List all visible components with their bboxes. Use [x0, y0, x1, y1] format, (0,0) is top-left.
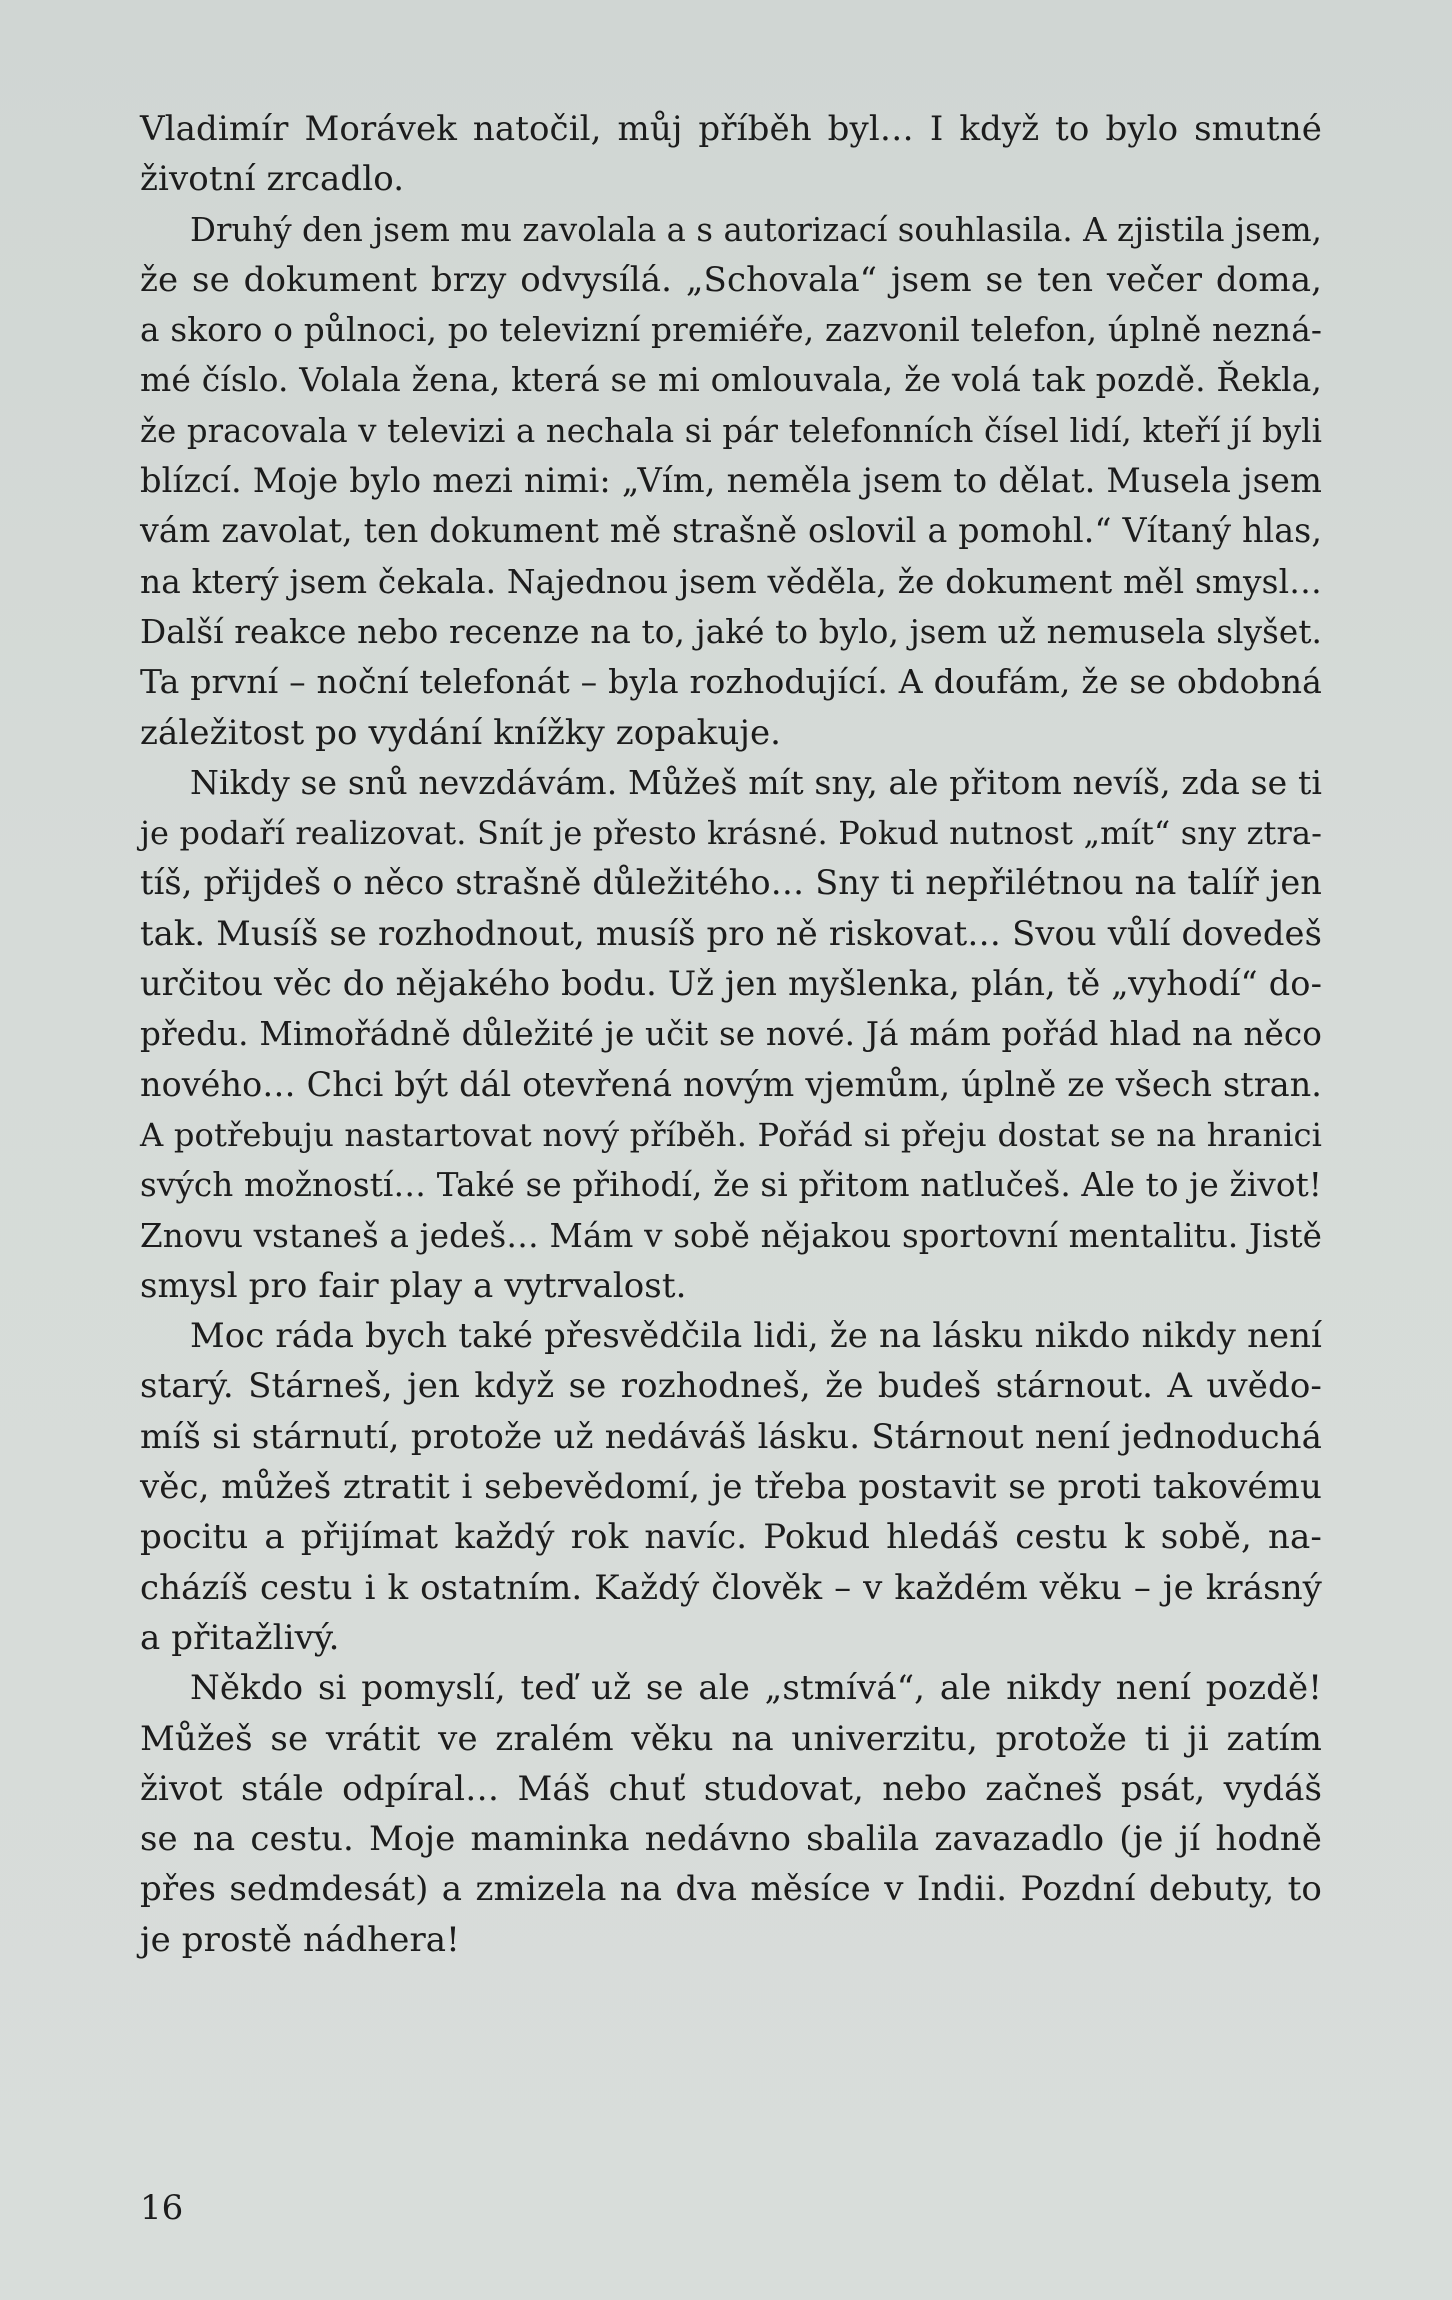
text-line: Můžeš se vrátit ve zralém věku na univerzitu, protože ti ji zatím [140, 1718, 1322, 1759]
text-line: věc, můžeš ztratit i sebevědomí, je třeba postavit se proti takovému [140, 1467, 1322, 1508]
page-number: 16 [140, 2188, 184, 2228]
paragraph [140, 1311, 1322, 1663]
text-line: Vladimír Morávek natočil, můj příběh byl… I když to bylo smutné [140, 109, 1322, 149]
text-line: tak. Musíš se rozhodnout, musíš pro ně riskovat… Svou vůlí dovedeš [140, 913, 1322, 953]
text-line: že pracovala v televizi a nechala si pár telefonních čísel lidí, kteří jí byli [140, 411, 1322, 450]
text-line: že se dokument brzy odvysílá. „Schovala“ jsem se ten večer doma, [140, 259, 1322, 300]
text-line: předu. Mimořádně důležité je učit se nové. Já mám pořád hlad na něco [140, 1015, 1322, 1054]
text-line: záležitost po vydání knížky zopakuje. [140, 712, 782, 753]
text-line: a skoro o půlnoci, po televizní premiéře, zazvonil telefon, úplně nezná- [140, 311, 1322, 350]
paragraph [140, 758, 1322, 1311]
text-line: cházíš cestu i k ostatním. Každý člověk – v každém věku – je krásný [140, 1567, 1322, 1608]
text-line: pocitu a přijímat každý rok navíc. Pokud hledáš cestu k sobě, na- [140, 1517, 1322, 1558]
text-line: Někdo si pomyslí, teď už se ale „stmívá“, ale nikdy není pozdě! [190, 1668, 1322, 1709]
text-line: je podaří realizovat. Snít je přesto krásné. Pokud nutnost „mít“ sny ztra- [140, 814, 1322, 853]
text-line: Další reakce nebo recenze na to, jaké to bylo, jsem už nemusela slyšet. [140, 612, 1322, 651]
text-line: Znovu vstaneš a jedeš… Mám v sobě nějakou sportovní mentalitu. Jistě [140, 1216, 1322, 1255]
text-line: a přitažlivý. [140, 1617, 340, 1658]
text-line: nového… Chci být dál otevřená novým vjemům, úplně ze všech stran. [140, 1064, 1322, 1104]
paragraph [140, 205, 1322, 758]
text-line: Moc ráda bych také přesvědčila lidi, že na lásku nikdo nikdy není [190, 1316, 1322, 1356]
body-text [140, 104, 1322, 1965]
paragraph [140, 1663, 1322, 1965]
text-line: Druhý den jsem mu zavolala a s autorizací souhlasila. A zjistila jsem, [190, 210, 1323, 249]
text-line: starý. Stárneš, jen když se rozhodneš, že budeš stárnout. A uvědo- [140, 1366, 1322, 1407]
text-line: Nikdy se snů nevzdávám. Můžeš mít sny, ale přitom nevíš, zda se ti [190, 762, 1322, 802]
text-line: A potřebuju nastartovat nový příběh. Pořád si přeju dostat se na hranici [140, 1115, 1322, 1154]
text-line: určitou věc do nějakého bodu. Už jen myšlenka, plán, tě „vyhodí“ do- [140, 964, 1322, 1004]
text-line: smysl pro fair play a vytrvalost. [140, 1265, 687, 1306]
text-line: míš si stárnutí, protože už nedáváš lásku. Stárnout není jednoduchá [140, 1416, 1322, 1457]
text-line: vám zavolat, ten dokument mě strašně oslovil a pomohl.“ Vítaný hlas, [140, 511, 1322, 551]
text-line: tíš, přijdeš o něco strašně důležitého… Sny ti nepřilétnou na talíř jen [140, 863, 1322, 903]
text-line: se na cestu. Moje maminka nedávno sbalila zavazadlo (je jí hodně [140, 1819, 1322, 1860]
text-line: na který jsem čekala. Najednou jsem věděla, že dokument měl smysl… [140, 562, 1322, 601]
text-line: blízcí. Moje bylo mezi nimi: „Vím, neměla jsem to dělat. Musela jsem [140, 461, 1322, 501]
text-line: život stále odpíral… Máš chuť studovat, nebo začneš psát, vydáš [140, 1768, 1322, 1809]
text-line: je prostě nádhera! [140, 1919, 460, 1960]
text-line: mé číslo. Volala žena, která se mi omlouvala, že volá tak pozdě. Řekla, [140, 360, 1322, 400]
text-line: přes sedmdesát) a zmizela na dva měsíce v Indii. Pozdní debuty, to [140, 1869, 1322, 1910]
text-line: Ta první – noční telefonát – byla rozhodující. A doufám, že se obdobná [140, 662, 1322, 702]
text-line: životní zrcadlo. [140, 159, 405, 200]
paragraph [140, 104, 1322, 205]
text-line: svých možností… Také se přihodí, že si přitom natlučeš. Ale to je život! [140, 1166, 1322, 1205]
